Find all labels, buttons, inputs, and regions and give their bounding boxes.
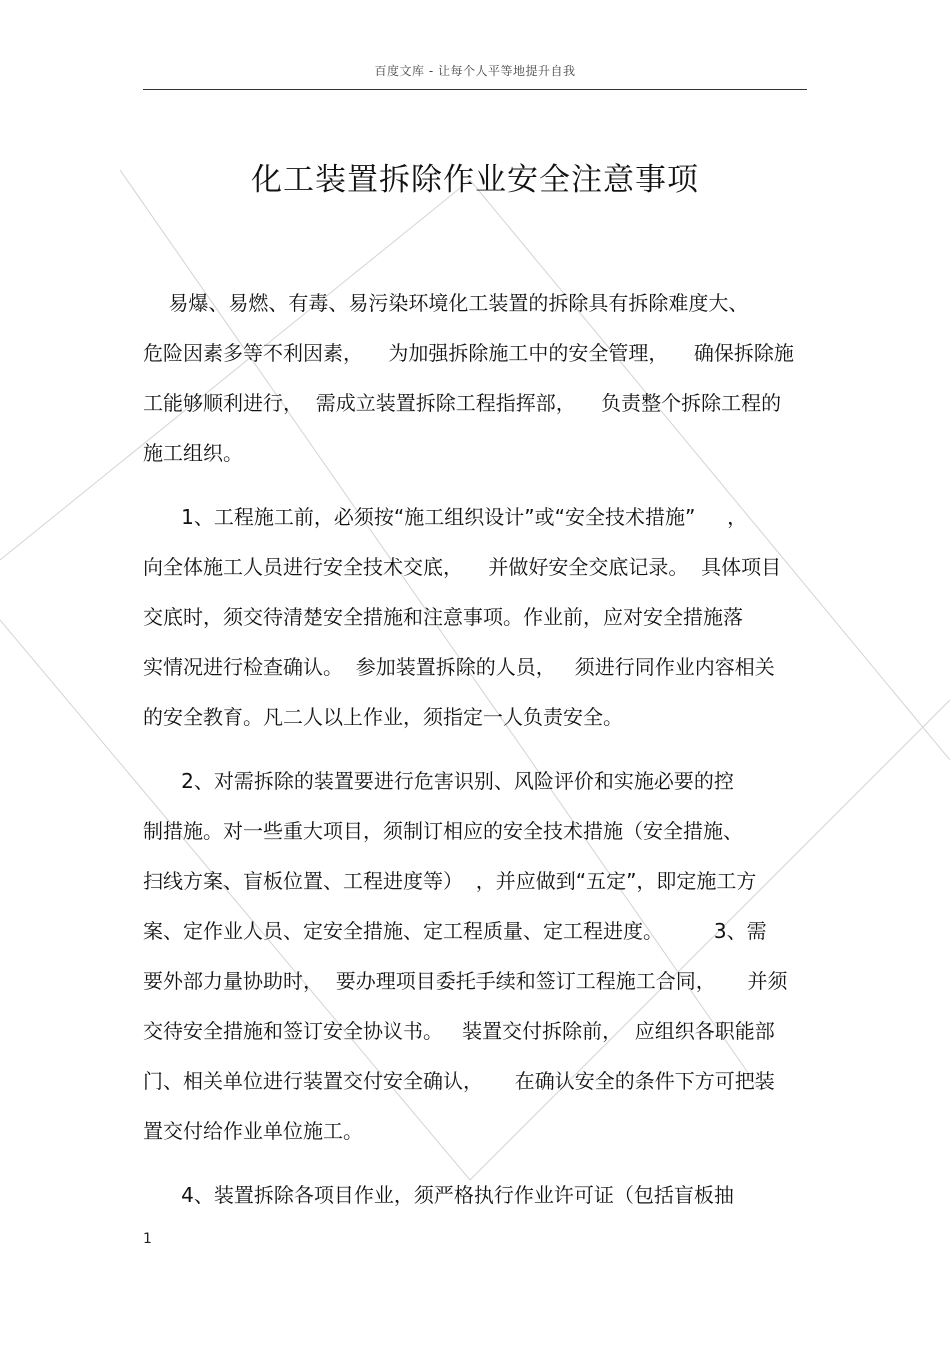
text-line: 制措施。对一些重大项目，须制订相应的安全技术措施（安全措施、 (143, 819, 743, 843)
text-line: 2、对需拆除的装置要进行危害识别、风险评价和实施必要的控 (143, 769, 734, 793)
text-line: 的安全教育。凡二人以上作业，须指定一人负责安全。 (143, 705, 623, 729)
text-line: 案、定作业人员、定安全措施、定工程质量、定工程进度。 3、需 (143, 919, 767, 943)
document-title: 化工装置拆除作业安全注意事项 (251, 162, 699, 198)
page-header: 百度文库 - 让每个人平等地提升自我 (374, 64, 576, 78)
paragraph-intro (143, 278, 807, 478)
page-number: 1 (143, 1231, 152, 1247)
text-line: 实情况进行检查确认。 参加装置拆除的人员， 须进行同作业内容相关 (143, 655, 775, 679)
paragraph-item-4 (143, 1170, 807, 1220)
document-body (143, 278, 807, 1220)
text-line: 置交付给作业单位施工。 (143, 1119, 363, 1143)
text-line: 工能够顺利进行， 需成立装置拆除工程指挥部， 负责整个拆除工程的 (143, 391, 782, 415)
paragraph-item-2 (143, 756, 807, 1156)
text-line: 向全体施工人员进行安全技术交底， 并做好安全交底记录。 具体项目 (143, 555, 782, 579)
text-line: 1、工程施工前，必须按“施工组织设计”或“安全技术措施” ， (143, 505, 748, 529)
text-line: 4、装置拆除各项目作业，须严格执行作业许可证（包括盲板抽 (143, 1183, 734, 1207)
text-line: 易爆、易燃、有毒、易污染环境化工装置的拆除具有拆除难度大、 (143, 291, 749, 315)
text-line: 交底时，须交待清楚安全措施和注意事项。作业前，应对安全措施落 (143, 605, 743, 629)
text-line: 扫线方案、盲板位置、工程进度等） ，并应做到“五定”，即定施工方 (143, 869, 757, 893)
text-line: 危险因素多等不利因素， 为加强拆除施工中的安全管理， 确保拆除施 (143, 341, 794, 365)
header-divider (143, 89, 807, 90)
text-line: 交待安全措施和签订安全协议书。 装置交付拆除前， 应组织各职能部 (143, 1019, 775, 1043)
text-line: 门、相关单位进行装置交付安全确认， 在确认安全的条件下方可把装 (143, 1069, 775, 1093)
text-line: 施工组织。 (143, 441, 243, 465)
text-line: 要外部力量协助时， 要办理项目委托手续和签订工程施工合同， 并须 (143, 969, 788, 993)
paragraph-item-1 (143, 492, 807, 742)
